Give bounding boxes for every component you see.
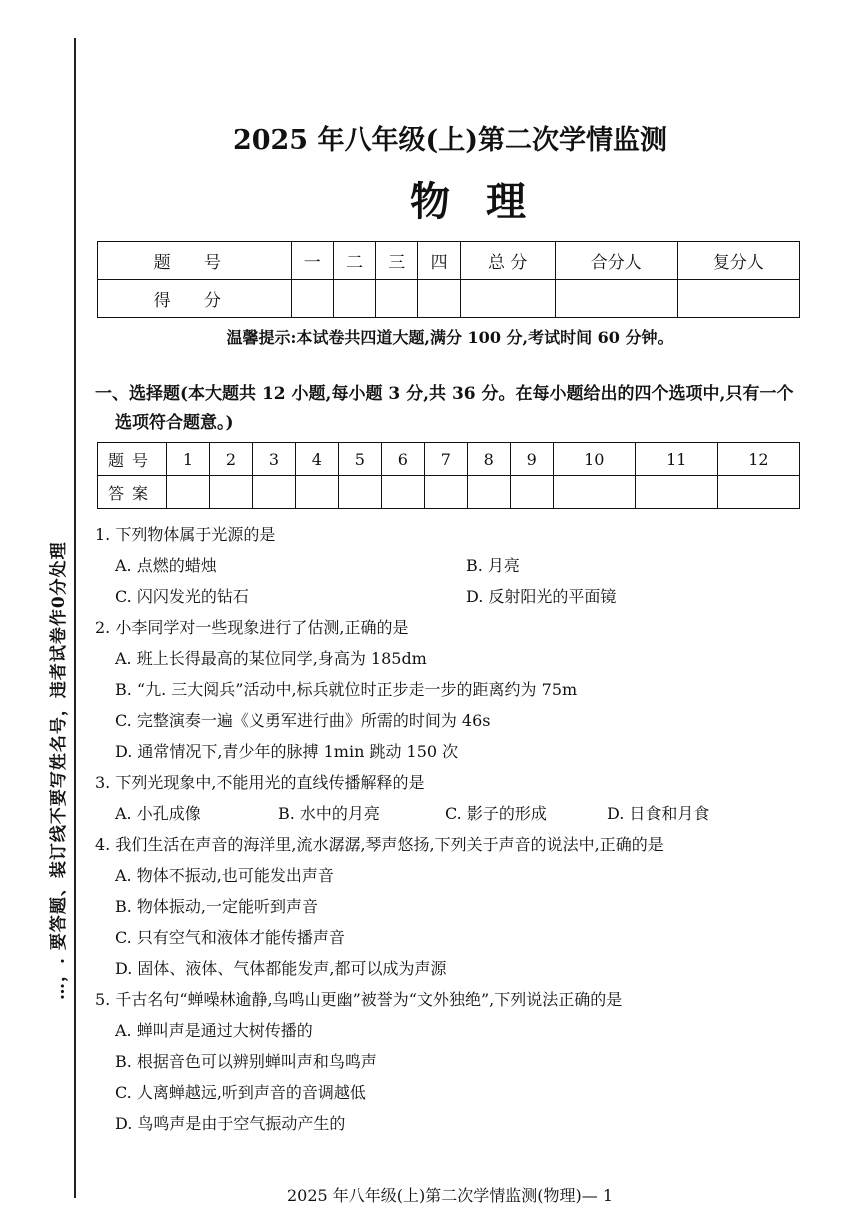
- question-1-option: B. 月亮: [466, 556, 520, 575]
- score-header-cell: 合分人: [555, 242, 677, 280]
- score-header-cell: 三: [376, 242, 418, 280]
- answer-input-cell[interactable]: [338, 476, 381, 509]
- score-table-score-row: [98, 280, 800, 318]
- question-2-stem: 2. 小李同学对一些现象进行了估测,正确的是: [95, 618, 409, 637]
- answer-number-cell: 7: [424, 443, 467, 476]
- answer-input-cell[interactable]: [424, 476, 467, 509]
- answer-table: [97, 442, 800, 509]
- question-4-option: A. 物体不振动,也可能发出声音: [115, 866, 334, 885]
- answer-number-cell: 1: [167, 443, 210, 476]
- score-input-cell[interactable]: [460, 280, 555, 318]
- answer-number-row: [98, 443, 800, 476]
- question-4-option: D. 固体、液体、气体都能发声,都可以成为声源: [115, 959, 447, 978]
- score-header-cell: 复分人: [677, 242, 799, 280]
- question-5-option: D. 鸟鸣声是由于空气振动产生的: [115, 1114, 346, 1133]
- section1-heading-line1: 一、选择题(本大题共 12 小题,每小题 3 分,共 36 分。在每小题给出的四个选项中,只有一个: [95, 384, 794, 404]
- section1-heading-line2: 选项符合题意。): [115, 413, 234, 433]
- answer-input-cell[interactable]: [209, 476, 252, 509]
- question-5-option: B. 根据音色可以辨别蝉叫声和鸟鸣声: [115, 1052, 377, 1071]
- answer-number-label: 题号: [98, 443, 167, 476]
- score-input-cell[interactable]: [291, 280, 333, 318]
- score-header-cell: 一: [291, 242, 333, 280]
- answer-number-cell: 6: [381, 443, 424, 476]
- answer-number-cell: 4: [295, 443, 338, 476]
- question-1-stem: 1. 下列物体属于光源的是: [95, 525, 276, 544]
- exam-notice: 温馨提示:本试卷共四道大题,满分 100 分,考试时间 60 分钟。: [226, 328, 674, 347]
- answer-input-cell[interactable]: [381, 476, 424, 509]
- answer-number-cell: 11: [635, 443, 717, 476]
- question-5-option: A. 蝉叫声是通过大树传播的: [115, 1021, 313, 1040]
- page-footer: 2025 年八年级(上)第二次学情监测(物理)— 1: [286, 1186, 614, 1205]
- score-input-cell[interactable]: [333, 280, 375, 318]
- question-5-option: C. 人离蝉越远,听到声音的音调越低: [115, 1083, 366, 1102]
- answer-number-cell: 12: [717, 443, 799, 476]
- subject-title: 物理: [410, 178, 562, 225]
- score-input-cell[interactable]: [376, 280, 418, 318]
- answer-input-cell[interactable]: [295, 476, 338, 509]
- question-3-option: D. 日食和月食: [607, 804, 710, 823]
- question-1-option: D. 反射阳光的平面镜: [466, 587, 617, 606]
- score-input-cell[interactable]: [555, 280, 677, 318]
- section1-heading: [95, 380, 805, 438]
- answer-input-cell[interactable]: [717, 476, 799, 509]
- question-5-stem: 5. 千古名句“蝉噪林逾静,鸟鸣山更幽”被誉为“文外独绝”,下列说法正确的是: [95, 990, 623, 1009]
- question-2-option: D. 通常情况下,青少年的脉搏 1min 跳动 150 次: [115, 742, 459, 761]
- question-2-option: C. 完整演奏一遍《义勇军进行曲》所需的时间为 46s: [115, 711, 491, 730]
- binding-line: [74, 38, 76, 1198]
- score-input-cell[interactable]: [418, 280, 460, 318]
- answer-number-cell: 3: [252, 443, 295, 476]
- answer-number-cell: 8: [467, 443, 510, 476]
- score-table-header-row: [98, 242, 800, 280]
- question-3-option: C. 影子的形成: [445, 804, 547, 823]
- score-table: [97, 241, 800, 318]
- answer-number-cell: 5: [338, 443, 381, 476]
- answer-input-cell[interactable]: [167, 476, 210, 509]
- answer-input-cell[interactable]: [252, 476, 295, 509]
- score-header-cell: 总 分: [460, 242, 555, 280]
- score-input-cell[interactable]: [677, 280, 799, 318]
- answer-number-cell: 10: [553, 443, 635, 476]
- answer-input-cell[interactable]: [635, 476, 717, 509]
- question-4-option: C. 只有空气和液体才能传播声音: [115, 928, 345, 947]
- question-1-option: C. 闪闪发光的钻石: [115, 587, 249, 606]
- answer-number-cell: 2: [209, 443, 252, 476]
- question-4-stem: 4. 我们生活在声音的海洋里,流水潺潺,琴声悠扬,下列关于声音的说法中,正确的是: [95, 835, 664, 854]
- score-header-cell: 题 号: [98, 242, 292, 280]
- question-1-option: A. 点燃的蜡烛: [115, 556, 217, 575]
- score-header-cell: 四: [418, 242, 460, 280]
- answer-number-cell: 9: [510, 443, 553, 476]
- score-header-cell: 二: [333, 242, 375, 280]
- binding-warning: …，. 要答题、装订线不要写姓名号，违者试卷作0分处理: [49, 541, 69, 1000]
- question-4-option: B. 物体振动,一定能听到声音: [115, 897, 319, 916]
- exam-title: 2025 年八年级(上)第二次学情监测: [232, 125, 668, 156]
- answer-input-cell[interactable]: [553, 476, 635, 509]
- question-2-option: B. “九. 三大阅兵”活动中,标兵就位时正步走一步的距离约为 75m: [115, 680, 578, 699]
- question-3-stem: 3. 下列光现象中,不能用光的直线传播解释的是: [95, 773, 425, 792]
- score-label-cell: 得 分: [98, 280, 292, 318]
- question-3-option: B. 水中的月亮: [278, 804, 380, 823]
- answer-label: 答案: [98, 476, 167, 509]
- answer-input-cell[interactable]: [467, 476, 510, 509]
- question-2-option: A. 班上长得最高的某位同学,身高为 185dm: [115, 649, 427, 668]
- answer-input-row: [98, 476, 800, 509]
- question-3-option: A. 小孔成像: [115, 804, 201, 823]
- answer-input-cell[interactable]: [510, 476, 553, 509]
